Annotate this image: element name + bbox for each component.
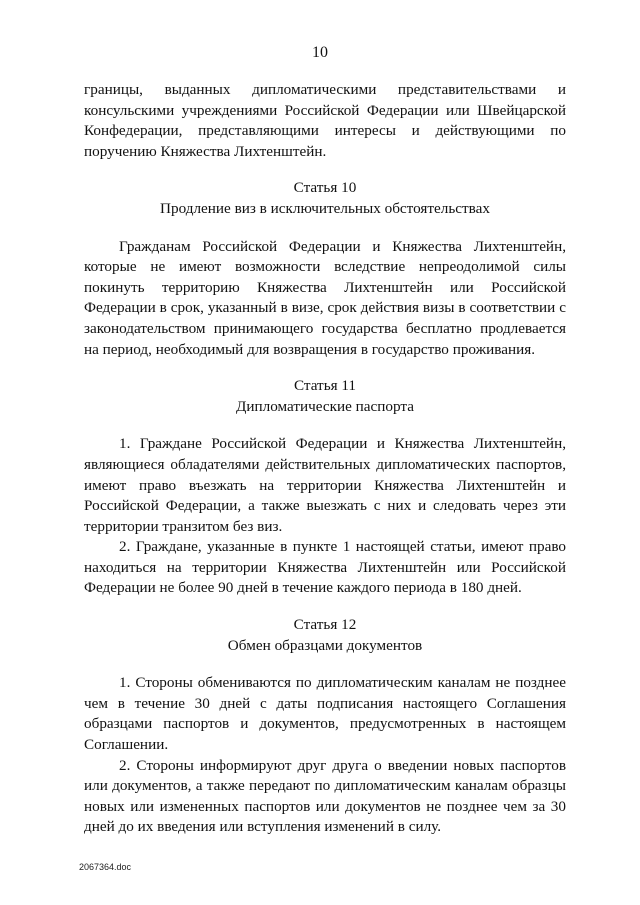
article-title: Дипломатические паспорта — [236, 397, 414, 415]
article-paragraph: 1. Граждане Российской Федерации и Княжества Лихтенштейн, являющиеся обладателями действительных дипломатических паспортов, имеют право въезжать на территории Княжества Лихтенштейн и Российской Федерации, а также выезжать с них и следовать через эти территории транзитом без виз. — [84, 435, 566, 535]
page-number: 10 — [312, 44, 328, 61]
article-paragraph: 2. Стороны информируют друг друга о введении новых паспортов или документов, а также передают по дипломатическим каналам образцы новых или измененных паспортов или документов не позднее чем за 30 дней до их введения или вступления изменений в силу. — [84, 756, 566, 836]
article-title: Продление виз в исключительных обстоятельствах — [160, 199, 490, 217]
article-paragraph: Гражданам Российской Федерации и Княжества Лихтенштейн, которые не имеют возможности вследствие непреодолимой силы покинуть территорию Княжества Лихтенштейн или Российской Федерации в срок, указанный в визе, срок действия визы в соответствии с законодательством принимающего государства бесплатно продлевается на период, необходимый для возвращения в государство проживания. — [84, 237, 566, 358]
article-number: Статья 11 — [293, 377, 357, 395]
article-number: Статья 12 — [293, 616, 357, 634]
article-number: Статья 10 — [293, 179, 357, 197]
intro-paragraph: границы, выданных дипломатическими представительствами и консульскими учреждениями Российской Федерации или Швейцарской Конфедерации, представляющими интересы и действующими по поручению Княжества Лихтенштейн. — [84, 81, 566, 160]
article-paragraph: 2. Граждане, указанные в пункте 1 настоящей статьи, имеют право находиться на территории Княжества Лихтенштейн или Российской Федерации не более 90 дней в течение каждого периода в 180 дней. — [84, 538, 566, 597]
footer-filename: 2067364.doc — [79, 862, 132, 872]
document-body — [84, 80, 566, 838]
article-11 — [84, 376, 566, 599]
article-paragraph: 1. Стороны обмениваются по дипломатическим каналам не позднее чем в течение 30 дней с даты подписания настоящего Соглашения образцами паспортов и документов, предусмотренных в настоящем Соглашении. — [84, 674, 566, 754]
article-10 — [84, 178, 566, 360]
article-title: Обмен образцами документов — [227, 636, 423, 654]
article-12 — [84, 615, 566, 838]
